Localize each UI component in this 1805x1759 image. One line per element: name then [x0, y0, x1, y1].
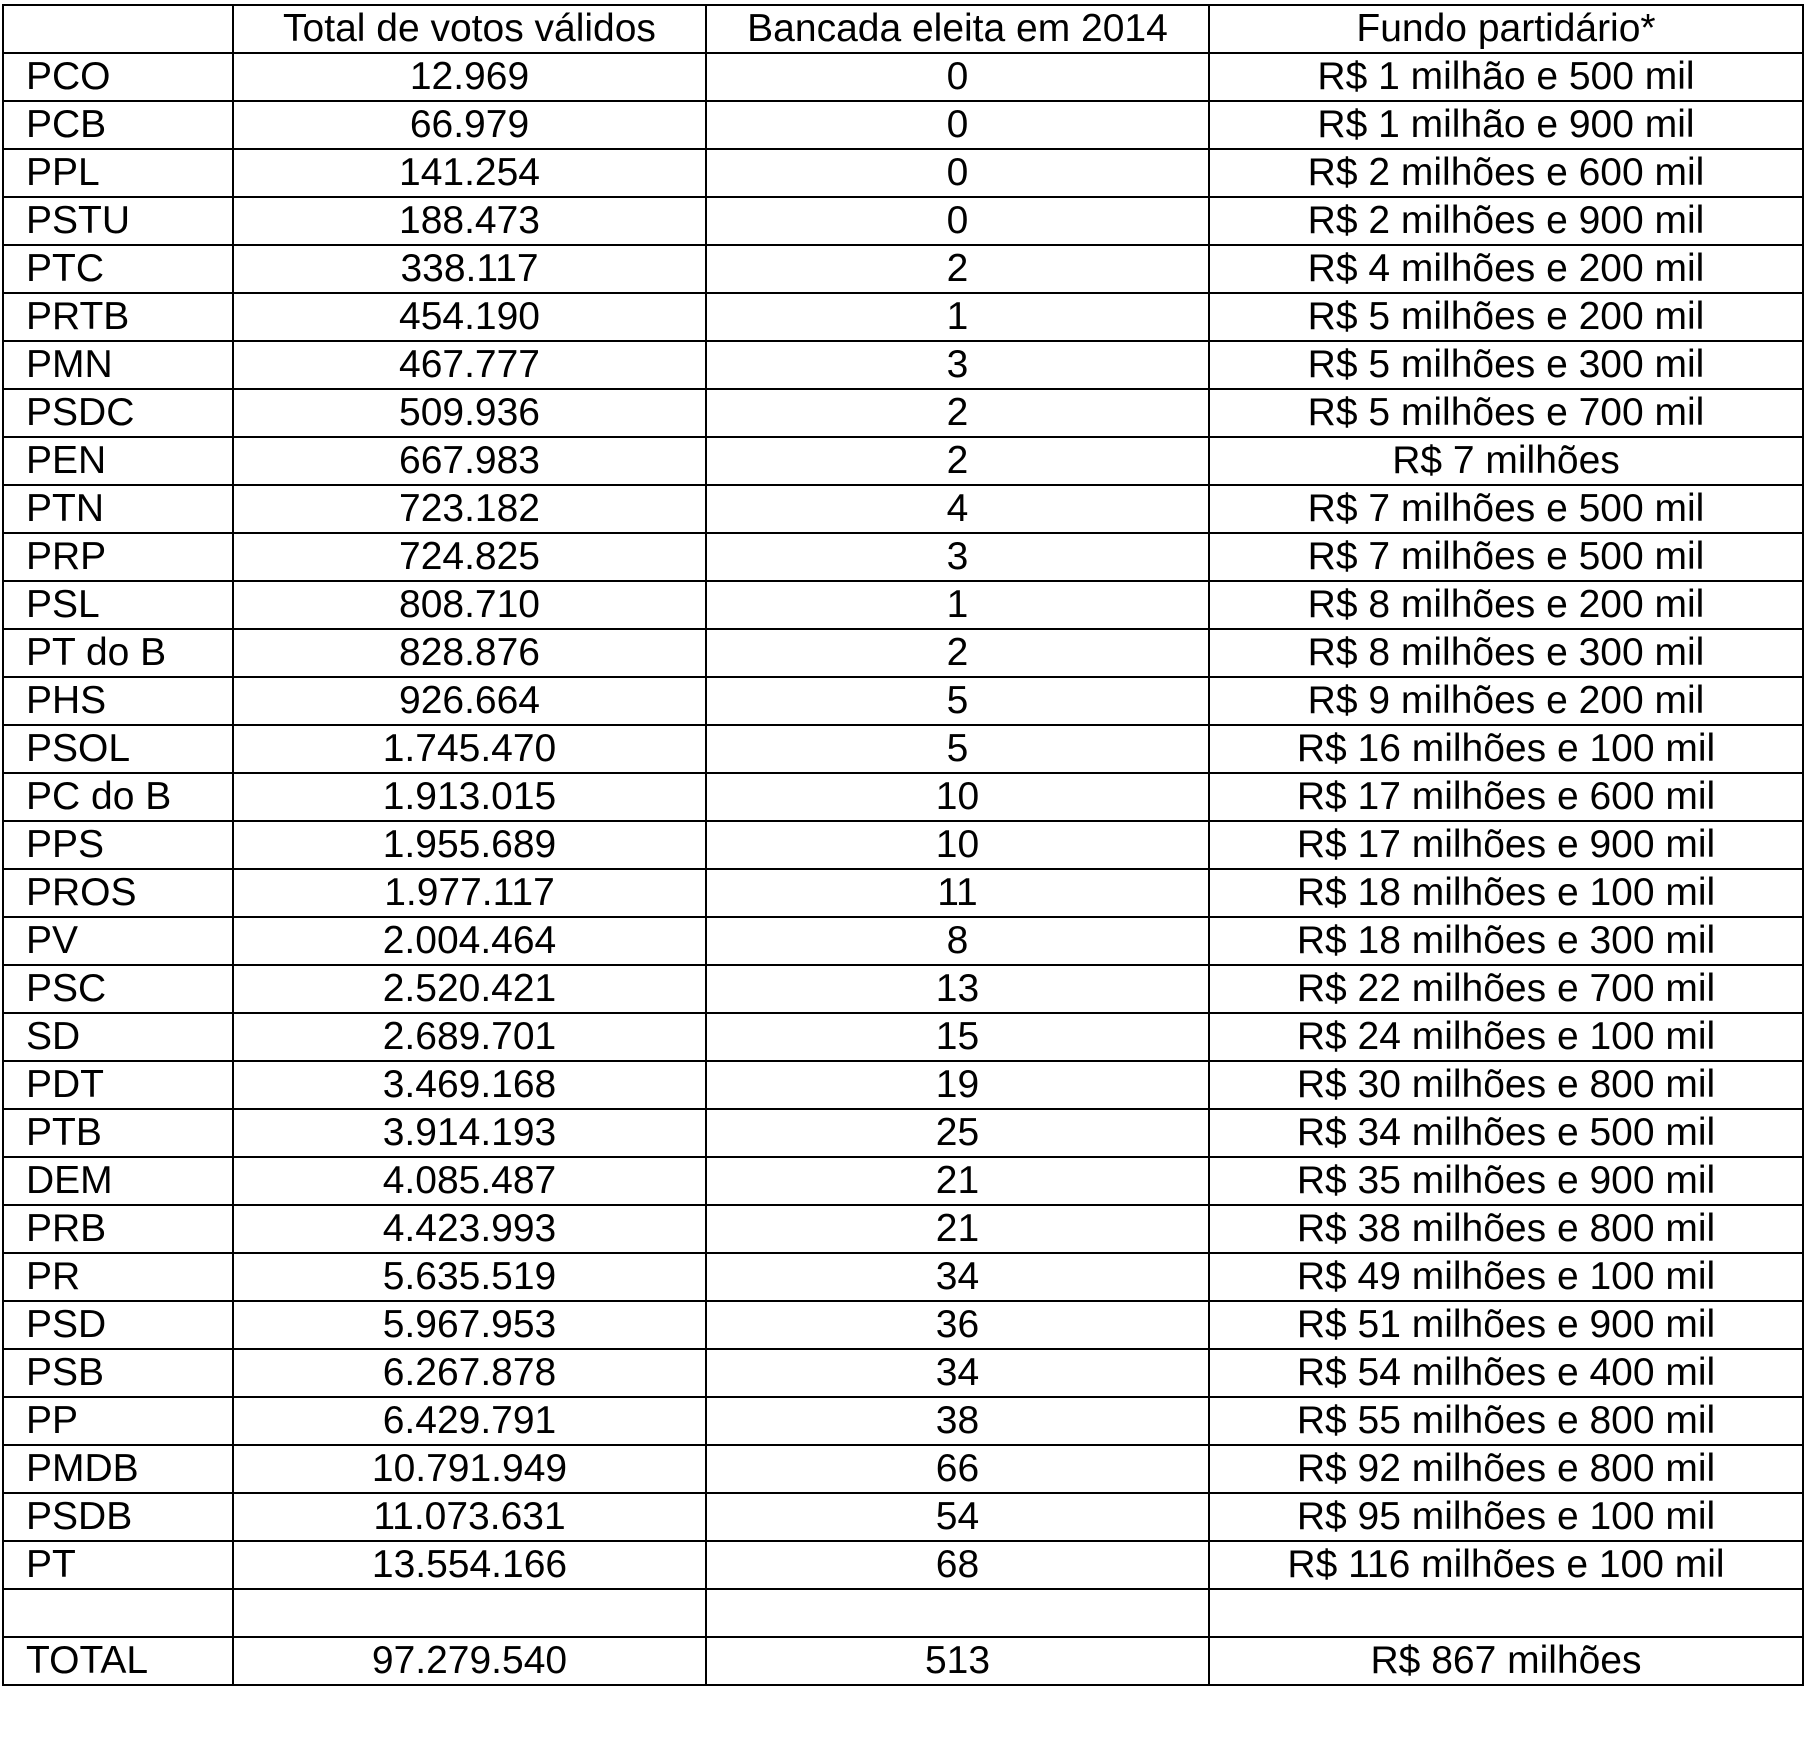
cell-party: PROS — [3, 869, 233, 917]
cell-party: PP — [3, 1397, 233, 1445]
cell-total-votes: 828.876 — [233, 629, 706, 677]
cell-party-fund: R$ 34 milhões e 500 mil — [1209, 1109, 1803, 1157]
party-table — [2, 4, 1804, 1686]
cell-party-fund: R$ 18 milhões e 100 mil — [1209, 869, 1803, 917]
cell-seats: 1 — [706, 293, 1209, 341]
cell-seats: 21 — [706, 1205, 1209, 1253]
table-row — [3, 341, 1803, 389]
cell-party-fund: R$ 7 milhões — [1209, 437, 1803, 485]
cell-party: PTB — [3, 1109, 233, 1157]
cell-party-fund: R$ 16 milhões e 100 mil — [1209, 725, 1803, 773]
table-row — [3, 917, 1803, 965]
table-row — [3, 1541, 1803, 1589]
cell-party-fund: R$ 5 milhões e 700 mil — [1209, 389, 1803, 437]
cell-total-votes: 4.085.487 — [233, 1157, 706, 1205]
cell-party: PTN — [3, 485, 233, 533]
cell-seats: 54 — [706, 1493, 1209, 1541]
cell-party-fund: R$ 51 milhões e 900 mil — [1209, 1301, 1803, 1349]
cell-party: PPL — [3, 149, 233, 197]
table-row — [3, 1397, 1803, 1445]
cell-party-fund: R$ 30 milhões e 800 mil — [1209, 1061, 1803, 1109]
cell-party-fund: R$ 8 milhões e 300 mil — [1209, 629, 1803, 677]
cell-party-fund: R$ 1 milhão e 500 mil — [1209, 53, 1803, 101]
cell-party: PSD — [3, 1301, 233, 1349]
header-seats-2014: Bancada eleita em 2014 — [706, 5, 1209, 53]
cell-party-fund: R$ 1 milhão e 900 mil — [1209, 101, 1803, 149]
cell-total-votes: 808.710 — [233, 581, 706, 629]
cell-total-votes: 141.254 — [233, 149, 706, 197]
cell-party: PSTU — [3, 197, 233, 245]
table-row — [3, 965, 1803, 1013]
cell-seats: 15 — [706, 1013, 1209, 1061]
total-row — [3, 1637, 1803, 1685]
table-header — [3, 5, 1803, 53]
cell-party: PMN — [3, 341, 233, 389]
cell-party: PCO — [3, 53, 233, 101]
cell-total-votes: 338.117 — [233, 245, 706, 293]
table-row — [3, 725, 1803, 773]
table-row — [3, 485, 1803, 533]
cell-party: PSDB — [3, 1493, 233, 1541]
header-party-fund: Fundo partidário* — [1209, 5, 1803, 53]
cell-party-fund: R$ 116 milhões e 100 mil — [1209, 1541, 1803, 1589]
cell-party-fund: R$ 17 milhões e 900 mil — [1209, 821, 1803, 869]
cell-party-fund: R$ 35 milhões e 900 mil — [1209, 1157, 1803, 1205]
cell-total-votes: 926.664 — [233, 677, 706, 725]
cell-party: PV — [3, 917, 233, 965]
cell-party-fund: R$ 8 milhões e 200 mil — [1209, 581, 1803, 629]
cell-total-votes: 12.969 — [233, 53, 706, 101]
cell-seats: 10 — [706, 773, 1209, 821]
cell-party-fund: R$ 18 milhões e 300 mil — [1209, 917, 1803, 965]
cell-party-fund: R$ 17 milhões e 600 mil — [1209, 773, 1803, 821]
cell-party: PRB — [3, 1205, 233, 1253]
cell-party: SD — [3, 1013, 233, 1061]
table-row — [3, 1301, 1803, 1349]
cell-seats: 5 — [706, 725, 1209, 773]
cell-party-fund: R$ 7 milhões e 500 mil — [1209, 533, 1803, 581]
cell-party: PCB — [3, 101, 233, 149]
cell-total-votes: 1.955.689 — [233, 821, 706, 869]
table-row — [3, 1589, 1803, 1637]
table-row — [3, 629, 1803, 677]
cell-total-votes: 724.825 — [233, 533, 706, 581]
table-row — [3, 1253, 1803, 1301]
table-row — [3, 1445, 1803, 1493]
table-row — [3, 245, 1803, 293]
cell-seats: 2 — [706, 437, 1209, 485]
cell-total-votes: 188.473 — [233, 197, 706, 245]
cell-party: PHS — [3, 677, 233, 725]
table-row — [3, 1061, 1803, 1109]
cell-total-votes — [233, 1589, 706, 1637]
cell-party-fund: R$ 49 milhões e 100 mil — [1209, 1253, 1803, 1301]
cell-party: PPS — [3, 821, 233, 869]
table-row — [3, 437, 1803, 485]
table-row — [3, 581, 1803, 629]
cell-party-fund: R$ 9 milhões e 200 mil — [1209, 677, 1803, 725]
table-row — [3, 533, 1803, 581]
cell-party: PSL — [3, 581, 233, 629]
cell-party-fund: R$ 5 milhões e 200 mil — [1209, 293, 1803, 341]
cell-party: PSB — [3, 1349, 233, 1397]
cell-party-fund: R$ 92 milhões e 800 mil — [1209, 1445, 1803, 1493]
cell-party-fund: R$ 2 milhões e 900 mil — [1209, 197, 1803, 245]
cell-total-votes: 6.267.878 — [233, 1349, 706, 1397]
table-row — [3, 1109, 1803, 1157]
cell-party-fund: R$ 95 milhões e 100 mil — [1209, 1493, 1803, 1541]
cell-party: PEN — [3, 437, 233, 485]
cell-total-votes: 10.791.949 — [233, 1445, 706, 1493]
table-row — [3, 773, 1803, 821]
cell-party-fund: R$ 5 milhões e 300 mil — [1209, 341, 1803, 389]
cell-party-fund — [1209, 1589, 1803, 1637]
table-row — [3, 869, 1803, 917]
cell-total-votes: 667.983 — [233, 437, 706, 485]
cell-seats: 13 — [706, 965, 1209, 1013]
cell-party-fund: R$ 4 milhões e 200 mil — [1209, 245, 1803, 293]
cell-total-votes: 6.429.791 — [233, 1397, 706, 1445]
cell-seats: 0 — [706, 53, 1209, 101]
cell-party: PT do B — [3, 629, 233, 677]
cell-total-votes: 13.554.166 — [233, 1541, 706, 1589]
cell-seats: 3 — [706, 533, 1209, 581]
cell-seats: 2 — [706, 389, 1209, 437]
cell-total-votes: 3.914.193 — [233, 1109, 706, 1157]
cell-party-fund: R$ 38 milhões e 800 mil — [1209, 1205, 1803, 1253]
table-row — [3, 1013, 1803, 1061]
cell-seats: 34 — [706, 1349, 1209, 1397]
cell-party: PSOL — [3, 725, 233, 773]
cell-seats: 19 — [706, 1061, 1209, 1109]
cell-party-fund: R$ 55 milhões e 800 mil — [1209, 1397, 1803, 1445]
cell-seats: 0 — [706, 197, 1209, 245]
cell-seats: 11 — [706, 869, 1209, 917]
header-total-votes: Total de votos válidos — [233, 5, 706, 53]
cell-total-votes: 467.777 — [233, 341, 706, 389]
cell-seats: 0 — [706, 149, 1209, 197]
cell-total-votes: 1.745.470 — [233, 725, 706, 773]
cell-seats: 8 — [706, 917, 1209, 965]
cell-party: PMDB — [3, 1445, 233, 1493]
table-row — [3, 293, 1803, 341]
cell-seats: 34 — [706, 1253, 1209, 1301]
cell-seats: 4 — [706, 485, 1209, 533]
cell-seats: 2 — [706, 245, 1209, 293]
cell-party: PRTB — [3, 293, 233, 341]
cell-seats: 25 — [706, 1109, 1209, 1157]
cell-party: TOTAL — [3, 1637, 233, 1685]
cell-total-votes: 2.004.464 — [233, 917, 706, 965]
cell-party: PSDC — [3, 389, 233, 437]
cell-total-votes: 1.913.015 — [233, 773, 706, 821]
cell-party: PTC — [3, 245, 233, 293]
cell-party: PRP — [3, 533, 233, 581]
cell-seats: 1 — [706, 581, 1209, 629]
cell-seats: 2 — [706, 629, 1209, 677]
cell-seats: 513 — [706, 1637, 1209, 1685]
cell-total-votes: 5.967.953 — [233, 1301, 706, 1349]
cell-seats: 21 — [706, 1157, 1209, 1205]
cell-seats: 66 — [706, 1445, 1209, 1493]
cell-party-fund: R$ 7 milhões e 500 mil — [1209, 485, 1803, 533]
table-row — [3, 389, 1803, 437]
cell-seats: 68 — [706, 1541, 1209, 1589]
cell-total-votes: 454.190 — [233, 293, 706, 341]
cell-party-fund: R$ 22 milhões e 700 mil — [1209, 965, 1803, 1013]
cell-total-votes: 97.279.540 — [233, 1637, 706, 1685]
table-row — [3, 677, 1803, 725]
table-row — [3, 101, 1803, 149]
cell-party: PC do B — [3, 773, 233, 821]
cell-party — [3, 1589, 233, 1637]
cell-party: PDT — [3, 1061, 233, 1109]
cell-total-votes: 2.689.701 — [233, 1013, 706, 1061]
cell-total-votes: 2.520.421 — [233, 965, 706, 1013]
cell-seats — [706, 1589, 1209, 1637]
table-row — [3, 1205, 1803, 1253]
cell-total-votes: 723.182 — [233, 485, 706, 533]
cell-total-votes: 3.469.168 — [233, 1061, 706, 1109]
table-row — [3, 821, 1803, 869]
header-party — [3, 5, 233, 53]
table-row — [3, 1349, 1803, 1397]
header-row — [3, 5, 1803, 53]
cell-total-votes: 509.936 — [233, 389, 706, 437]
table-row — [3, 53, 1803, 101]
cell-party: DEM — [3, 1157, 233, 1205]
cell-seats: 3 — [706, 341, 1209, 389]
cell-seats: 10 — [706, 821, 1209, 869]
cell-party: PT — [3, 1541, 233, 1589]
cell-seats: 0 — [706, 101, 1209, 149]
table-row — [3, 1493, 1803, 1541]
cell-total-votes: 5.635.519 — [233, 1253, 706, 1301]
table-row — [3, 197, 1803, 245]
cell-total-votes: 66.979 — [233, 101, 706, 149]
cell-total-votes: 11.073.631 — [233, 1493, 706, 1541]
table-body — [3, 53, 1803, 1685]
cell-party: PR — [3, 1253, 233, 1301]
cell-total-votes: 4.423.993 — [233, 1205, 706, 1253]
table-row — [3, 1157, 1803, 1205]
cell-seats: 5 — [706, 677, 1209, 725]
cell-party-fund: R$ 2 milhões e 600 mil — [1209, 149, 1803, 197]
cell-party-fund: R$ 867 milhões — [1209, 1637, 1803, 1685]
cell-total-votes: 1.977.117 — [233, 869, 706, 917]
cell-party-fund: R$ 24 milhões e 100 mil — [1209, 1013, 1803, 1061]
cell-party-fund: R$ 54 milhões e 400 mil — [1209, 1349, 1803, 1397]
cell-seats: 38 — [706, 1397, 1209, 1445]
table-row — [3, 149, 1803, 197]
cell-seats: 36 — [706, 1301, 1209, 1349]
cell-party: PSC — [3, 965, 233, 1013]
